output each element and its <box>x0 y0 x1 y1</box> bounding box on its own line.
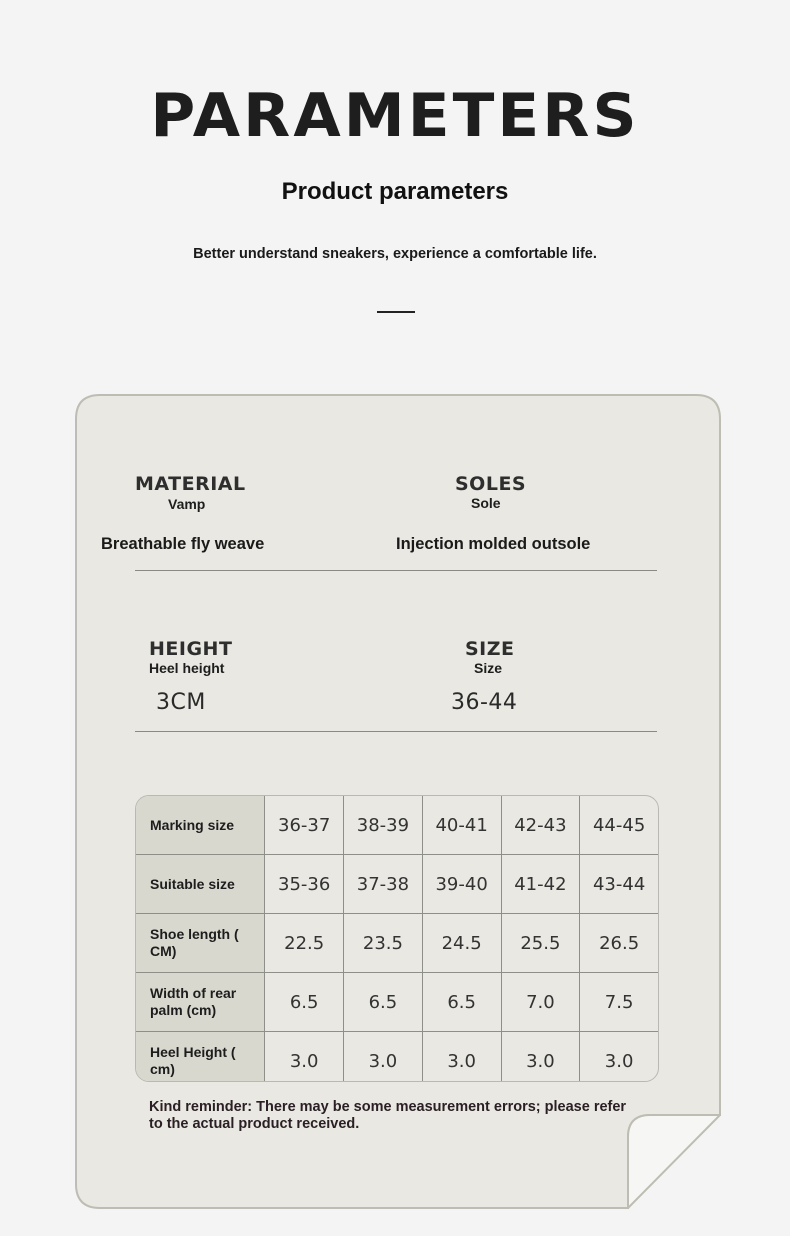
row-header: Suitable size <box>136 855 265 914</box>
tagline: Better understand sneakers, experience a comfortable life. <box>193 246 597 262</box>
size-title: SIZE <box>465 638 515 660</box>
size-table <box>135 795 659 1082</box>
table-cell: 22.5 <box>265 914 344 973</box>
table-cell: 43-44 <box>580 855 658 914</box>
table-cell: 39-40 <box>422 855 501 914</box>
table-row <box>136 855 658 914</box>
table-cell: 26.5 <box>580 914 658 973</box>
material-title: MATERIAL <box>135 473 246 495</box>
page-title: PARAMETERS <box>150 81 640 151</box>
soles-value: Injection molded outsole <box>396 535 591 553</box>
material-value: Breathable fly weave <box>101 535 265 553</box>
size-subtitle: Size <box>474 660 503 676</box>
table-cell: 3.0 <box>344 1032 423 1083</box>
row-header: Marking size <box>136 796 265 855</box>
material-subtitle: Vamp <box>168 496 206 512</box>
table-cell: 38-39 <box>344 796 423 855</box>
divider-line <box>135 570 657 571</box>
table-cell: 42-43 <box>501 796 580 855</box>
table-cell: 3.0 <box>422 1032 501 1083</box>
table-cell: 37-38 <box>344 855 423 914</box>
row-header: Width of rear palm (cm) <box>136 973 265 1032</box>
height-title: HEIGHT <box>149 638 233 660</box>
soles-subtitle: Sole <box>471 495 501 511</box>
kind-reminder: Kind reminder: There may be some measurement errors; please refer to the actual product received. <box>149 1099 627 1132</box>
table-cell: 25.5 <box>501 914 580 973</box>
page-curl-icon <box>628 1115 720 1208</box>
table-cell: 3.0 <box>265 1032 344 1083</box>
soles-title: SOLES <box>455 473 527 495</box>
table-cell: 3.0 <box>501 1032 580 1083</box>
table-cell: 7.5 <box>580 973 658 1032</box>
table-cell: 36-37 <box>265 796 344 855</box>
table-row <box>136 796 658 855</box>
row-header: Heel Height ( cm) <box>136 1032 265 1083</box>
page-subtitle: Product parameters <box>281 178 509 205</box>
table-cell: 6.5 <box>422 973 501 1032</box>
table-row <box>136 914 658 973</box>
table-row <box>136 1032 658 1083</box>
height-value: 3CM <box>156 690 206 715</box>
size-value: 36-44 <box>451 690 518 715</box>
table-cell: 7.0 <box>501 973 580 1032</box>
table-cell: 35-36 <box>265 855 344 914</box>
table-cell: 41-42 <box>501 855 580 914</box>
divider-line <box>135 731 657 732</box>
height-subtitle: Heel height <box>149 660 225 676</box>
table-cell: 6.5 <box>344 973 423 1032</box>
row-header: Shoe length ( CM) <box>136 914 265 973</box>
table-row <box>136 973 658 1032</box>
table-cell: 24.5 <box>422 914 501 973</box>
table-cell: 3.0 <box>580 1032 658 1083</box>
table-cell: 6.5 <box>265 973 344 1032</box>
table-cell: 44-45 <box>580 796 658 855</box>
table-cell: 40-41 <box>422 796 501 855</box>
table-cell: 23.5 <box>344 914 423 973</box>
